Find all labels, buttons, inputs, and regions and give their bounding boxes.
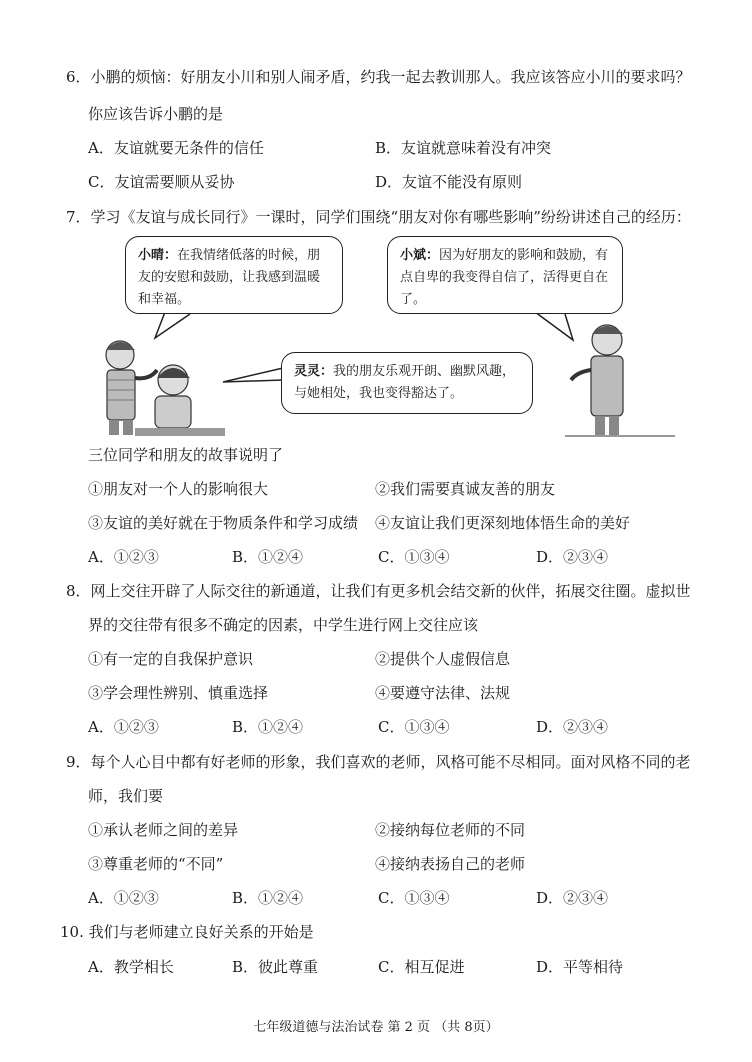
q9-statement-2: ②接纳每位老师的不同 [375, 821, 526, 839]
q7-statement-1: ①朋友对一个人的影响很大 [88, 480, 269, 498]
q10-choice-a: A．教学相长 [88, 958, 174, 976]
bubble-xiaobin-text: 因为好朋友的影响和鼓励，有点自卑的我变得自信了，活得更自在了。 [400, 248, 609, 307]
q8-statement-4: ④要遵守法律、法规 [375, 684, 511, 702]
q8-choice-b: B．①②④ [232, 718, 304, 736]
bubble-xiaobin [387, 236, 623, 314]
q9-statement-4: ④接纳表扬自己的老师 [375, 855, 526, 873]
bubble-lingling [281, 352, 533, 414]
bubble-xiaoqing-speaker: 小晴： [138, 248, 178, 263]
q9-choice-a: A．①②③ [88, 889, 159, 907]
q8-stem: 8．网上交往开辟了人际交往的新通道，让我们有更多机会结交新的伙伴，拓展交往圈。虚拟世 [66, 582, 691, 600]
q7-choice-c: C．①③④ [378, 548, 450, 566]
q9-choice-c: C．①③④ [378, 889, 450, 907]
boy-left-figure [106, 341, 157, 435]
q9-choice-d: D．②③④ [536, 889, 609, 907]
boy-right-figure [565, 325, 675, 436]
q6-stem: 6．小鹏的烦恼：好朋友小川和别人闹矛盾，约我一起去教训那人。我应该答应小川的要求吗？ [66, 68, 691, 86]
bubble-xiaoqing [125, 236, 343, 314]
q7-statement-2: ②我们需要真诚友善的朋友 [375, 480, 556, 498]
q7-choice-a: A．①②③ [88, 548, 159, 566]
q9-choice-b: B．①②④ [232, 889, 304, 907]
q6-stem-cont: 你应该告诉小鹏的是 [88, 105, 224, 123]
bubble-xiaobin-speaker: 小斌： [400, 248, 440, 263]
q6-option-c: C．友谊需要顺从妥协 [88, 173, 235, 191]
q6-option-b: B．友谊就意味着没有冲突 [375, 139, 552, 157]
q8-choice-c: C．①③④ [378, 718, 450, 736]
bubble-xiaoqing-text: 在我情绪低落的时候，朋友的安慰和鼓励，让我感到温暖和幸福。 [138, 248, 321, 307]
q9-statement-1: ①承认老师之间的差异 [88, 821, 239, 839]
q6-option-d: D．友谊不能没有原则 [375, 173, 523, 191]
q7-choice-b: B．①②④ [232, 548, 304, 566]
q8-statement-3: ③学会理性辨别、慎重选择 [88, 684, 269, 702]
q8-stem-cont: 界的交往带有很多不确定的因素，中学生进行网上交往应该 [88, 616, 479, 634]
q7-illustration [95, 230, 685, 440]
q10-stem: 10. 我们与老师建立良好关系的开始是 [60, 923, 314, 941]
q9-statement-3: ③尊重老师的“不同” [88, 855, 224, 873]
q8-choice-a: A．①②③ [88, 718, 159, 736]
q7-stem: 7．学习《友谊与成长同行》一课时，同学们围绕“朋友对你有哪些影响”纷纷讲述自己的经历： [66, 208, 691, 226]
bubble-lingling-speaker: 灵灵： [294, 364, 334, 379]
q7-prompt: 三位同学和朋友的故事说明了 [88, 446, 284, 464]
q7-statement-3: ③友谊的美好就在于物质条件和学习成绩 [88, 514, 359, 532]
q10-choice-b: B．彼此尊重 [232, 958, 319, 976]
q7-choice-d: D．②③④ [536, 548, 609, 566]
q8-choice-d: D．②③④ [536, 718, 609, 736]
q8-statement-2: ②提供个人虚假信息 [375, 650, 511, 668]
q9-stem-cont: 师，我们要 [88, 787, 164, 805]
q9-stem: 9．每个人心目中都有好老师的形象，我们喜欢的老师，风格可能不尽相同。面对风格不同的老 [66, 753, 691, 771]
q6-option-a: A．友谊就要无条件的信任 [88, 139, 264, 157]
q10-choice-c: C．相互促进 [378, 958, 465, 976]
q7-statement-4: ④友谊让我们更深刻地体悟生命的美好 [375, 514, 631, 532]
q8-statement-1: ①有一定的自我保护意识 [88, 650, 254, 668]
q10-choice-d: D．平等相待 [536, 958, 624, 976]
page-footer: 七年级道德与法治试卷 第 2 页 （共 8页） [253, 1020, 499, 1035]
bubble-lingling-text: 我的朋友乐观开朗、幽默风趣，与她相处，我也变得豁达了。 [294, 364, 516, 401]
